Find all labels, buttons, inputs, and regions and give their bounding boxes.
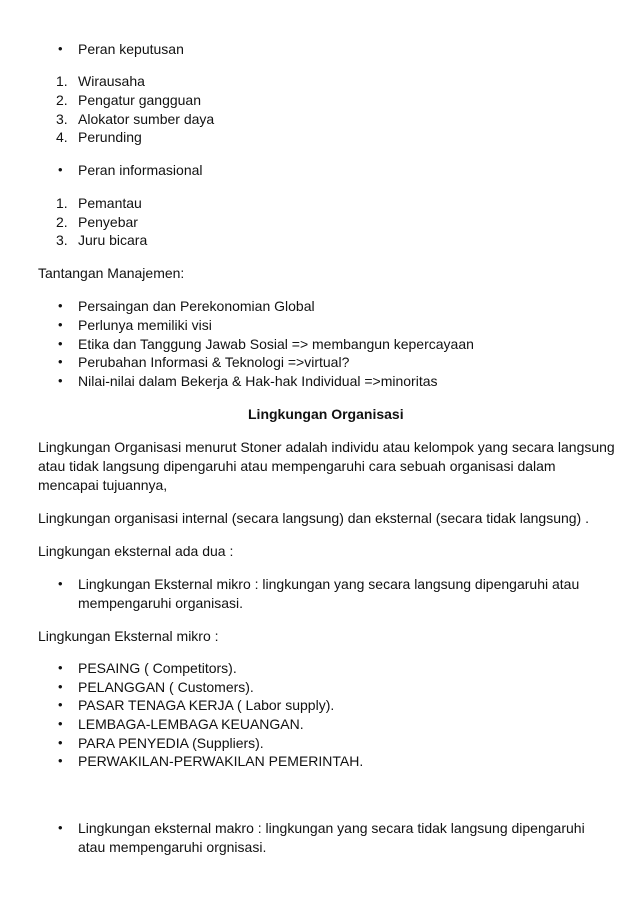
list-item-continuation: atau mempengaruhi orgnisasi. xyxy=(78,839,267,855)
bullet-icon: • xyxy=(58,679,63,694)
bullet-icon: • xyxy=(58,41,63,56)
list-item: Wirausaha xyxy=(78,73,145,89)
list-item: Lingkungan eksternal makro : lingkungan yang secara tidak langsung dipengaruhi xyxy=(78,820,585,836)
decision-roles-title: Peran keputusan xyxy=(78,41,184,57)
challenges-heading: Tantangan Manajemen: xyxy=(38,265,185,281)
bullet-icon: • xyxy=(58,820,63,835)
list-number: 3. xyxy=(56,232,68,248)
bullet-icon: • xyxy=(58,336,63,351)
list-item: PELANGGAN ( Customers). xyxy=(78,679,254,695)
bullet-icon: • xyxy=(58,354,63,369)
list-item: Etika dan Tanggung Jawab Sosial => membangun kepercayaan xyxy=(78,336,474,352)
list-item: Persaingan dan Perekonomian Global xyxy=(78,298,315,314)
bullet-icon: • xyxy=(58,753,63,768)
list-item: Lingkungan Eksternal mikro : lingkungan yang secara langsung dipengaruhi atau xyxy=(78,576,580,592)
bullet-icon: • xyxy=(58,162,63,177)
list-item: Pengatur gangguan xyxy=(78,92,201,108)
list-item: Perunding xyxy=(78,129,142,145)
list-number: 1. xyxy=(56,73,68,89)
paragraph-line: Lingkungan organisasi internal (secara langsung) dan eksternal (secara tidak langsung) . xyxy=(38,510,589,526)
list-item: Alokator sumber daya xyxy=(78,111,215,127)
paragraph-line: atau tidak langsung dipengaruhi atau mempengaruhi cara sebuah organisasi dalam xyxy=(38,458,556,474)
list-number: 2. xyxy=(56,92,68,108)
bullet-icon: • xyxy=(58,298,63,313)
bullet-icon: • xyxy=(58,317,63,332)
paragraph-line: mencapai tujuannya, xyxy=(38,477,168,493)
list-item: LEMBAGA-LEMBAGA KEUANGAN. xyxy=(78,716,304,732)
list-item: PESAING ( Competitors). xyxy=(78,660,237,676)
section-title: Lingkungan Organisasi xyxy=(248,406,404,422)
bullet-icon: • xyxy=(58,660,63,675)
list-item: Juru bicara xyxy=(78,232,148,248)
list-item: PERWAKILAN-PERWAKILAN PEMERINTAH. xyxy=(78,753,364,769)
list-number: 4. xyxy=(56,129,68,145)
info-roles-title: Peran informasional xyxy=(78,162,203,178)
list-item: Pemantau xyxy=(78,195,142,211)
bullet-icon: • xyxy=(58,373,63,388)
bullet-icon: • xyxy=(58,576,63,591)
list-item: Nilai-nilai dalam Bekerja & Hak-hak Individual =>minoritas xyxy=(78,373,438,389)
micro-heading: Lingkungan Eksternal mikro : xyxy=(38,628,219,644)
list-item: PASAR TENAGA KERJA ( Labor supply). xyxy=(78,697,335,713)
list-item: Penyebar xyxy=(78,214,138,230)
bullet-icon: • xyxy=(58,716,63,731)
list-item: PARA PENYEDIA (Suppliers). xyxy=(78,735,264,751)
list-item-continuation: mempengaruhi organisasi. xyxy=(78,595,243,611)
bullet-icon: • xyxy=(58,735,63,750)
list-item: Perlunya memiliki visi xyxy=(78,317,212,333)
paragraph-line: Lingkungan Organisasi menurut Stoner adalah individu atau kelompok yang secara langsung xyxy=(38,439,615,455)
list-item: Perubahan Informasi & Teknologi =>virtual? xyxy=(78,354,350,370)
list-number: 2. xyxy=(56,214,68,230)
list-number: 1. xyxy=(56,195,68,211)
bullet-icon: • xyxy=(58,697,63,712)
list-number: 3. xyxy=(56,111,68,127)
paragraph-line: Lingkungan eksternal ada dua : xyxy=(38,543,234,559)
